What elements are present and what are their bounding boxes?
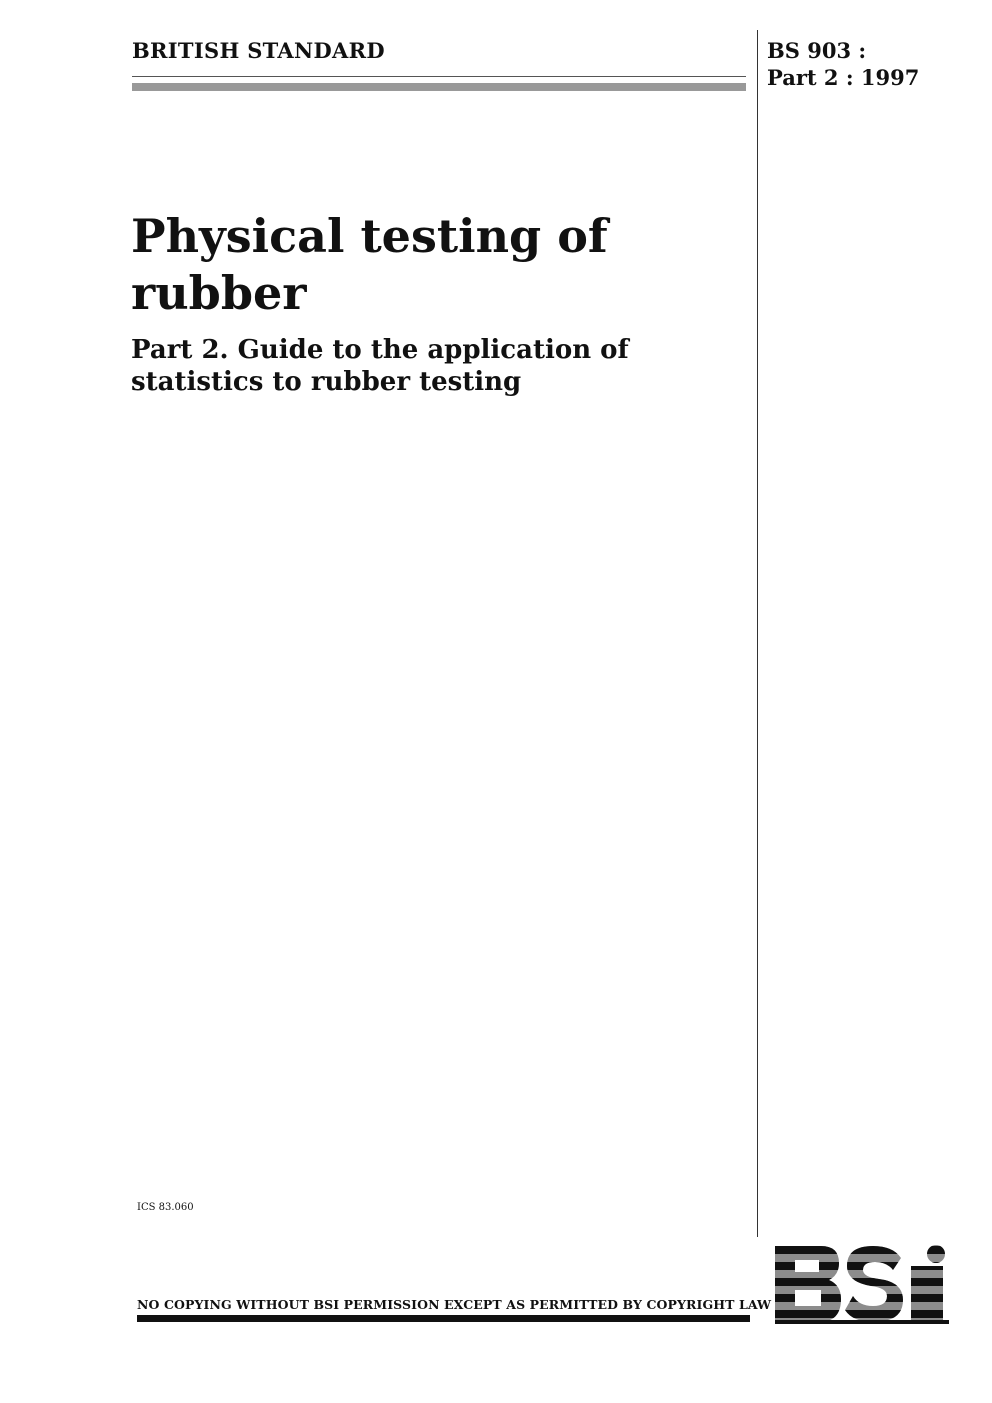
copyright-notice: NO COPYING WITHOUT BSI PERMISSION EXCEPT AS PERMITTED BY COPYRIGHT LAW bbox=[137, 1297, 772, 1312]
document-title-line2: rubber bbox=[131, 266, 307, 320]
logo-underline bbox=[775, 1320, 949, 1324]
ics-code: ICS 83.060 bbox=[137, 1202, 194, 1213]
document-number bbox=[767, 37, 919, 91]
header-thick-rule bbox=[132, 83, 746, 91]
header-thin-rule bbox=[132, 76, 746, 77]
bsi-logo bbox=[773, 1244, 949, 1324]
logo-stripe-dark bbox=[773, 1246, 949, 1254]
document-title bbox=[131, 208, 731, 322]
document-subtitle-line2: statistics to rubber testing bbox=[131, 367, 522, 397]
document-subtitle bbox=[131, 334, 731, 398]
document-title-line1: Physical testing of bbox=[131, 209, 608, 263]
standard-type-label: BRITISH STANDARD bbox=[132, 38, 385, 63]
margin-vertical-rule bbox=[757, 30, 758, 1237]
logo-stripe-dark bbox=[773, 1310, 949, 1318]
logo-stripe-dark bbox=[773, 1278, 949, 1286]
footer-rule bbox=[137, 1315, 750, 1322]
document-number-line1: BS 903 : bbox=[767, 38, 867, 63]
document-number-line2: Part 2 : 1997 bbox=[767, 65, 920, 90]
document-subtitle-line1: Part 2. Guide to the application of bbox=[131, 335, 629, 365]
